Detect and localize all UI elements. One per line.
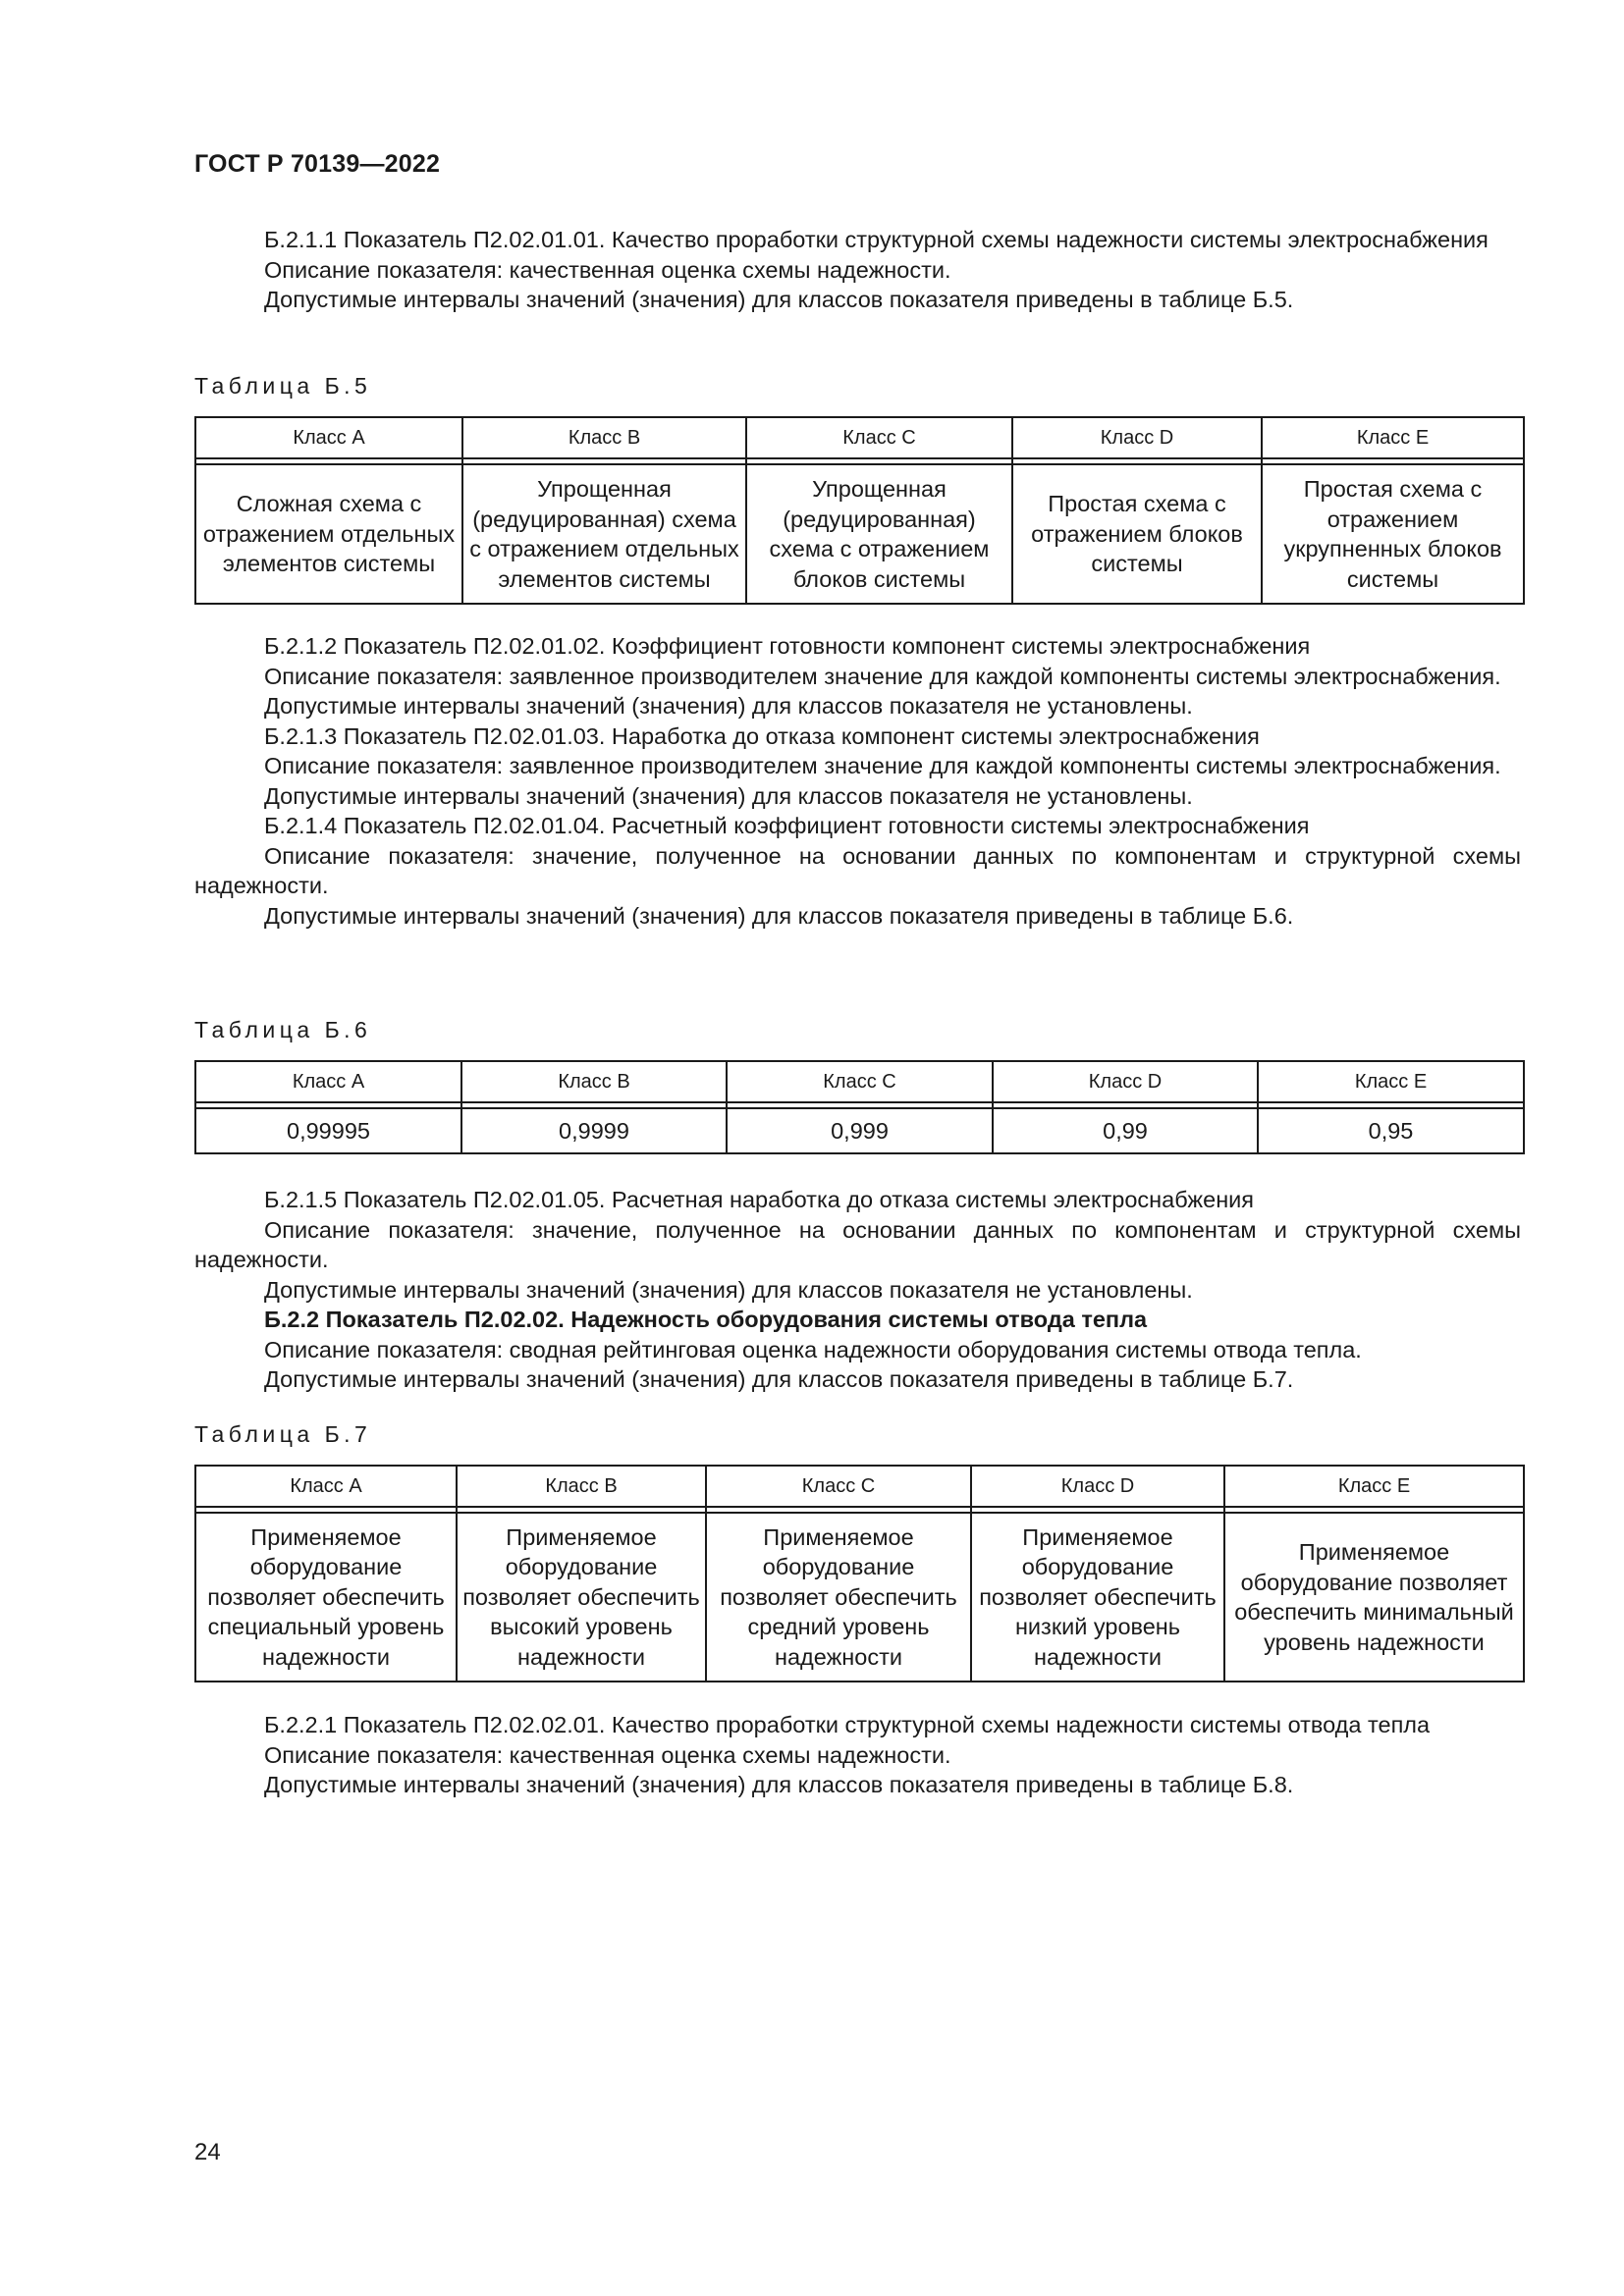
table-header-cell: Класс A [195, 1061, 461, 1102]
paragraph: Описание показателя: качественная оценка схемы надежности. [264, 1741, 951, 1768]
paragraph: Описание показателя: качественная оценка схемы надежности. [264, 256, 951, 283]
table-header-cell: Класс D [1012, 417, 1262, 458]
paragraph: Допустимые интервалы значений (значения) для классов показателя приведены в таблице Б.5. [264, 287, 1294, 312]
section-b212-b214 [194, 631, 1521, 931]
paragraph: Б.2.1.2 Показатель П2.02.01.02. Коэффициент готовности компонент системы электроснабжения [264, 633, 1311, 659]
table-header-cell: Класс E [1258, 1061, 1524, 1102]
table-header-cell: Класс D [993, 1061, 1258, 1102]
table-cell: 0,999 [727, 1108, 993, 1153]
table-cell: Сложная схема с отражением отдельных элементов системы [195, 464, 462, 604]
table-header-cell: Класс C [746, 417, 1012, 458]
section-heading: Б.2.2 Показатель П2.02.02. Надежность оборудования системы отвода тепла [264, 1307, 1148, 1332]
paragraph: Допустимые интервалы значений (значения) для классов показателя не установлены. [264, 1276, 1193, 1303]
table-b7 [194, 1465, 1525, 1682]
paragraph: Допустимые интервалы значений (значения) для классов показателя приведены в таблице Б.8. [264, 1772, 1294, 1797]
paragraph: Б.2.1.4 Показатель П2.02.01.04. Расчетный коэффициент готовности системы электроснабжения [264, 813, 1310, 838]
paragraph: Б.2.1.1 Показатель П2.02.01.01. Качество проработки структурной схемы надежности системы электроснабжения [264, 227, 1489, 252]
paragraph: Описание показателя: значение, полученное на основании данных по компонентам и структурной схемы надежности. [194, 1216, 1521, 1272]
table-b6 [194, 1060, 1525, 1154]
table-header-cell: Класс B [461, 1061, 727, 1102]
table-cell: 0,99 [993, 1108, 1258, 1153]
table-header-cell: Класс C [727, 1061, 993, 1102]
paragraph: Б.2.1.3 Показатель П2.02.01.03. Наработка до отказа компонент системы электроснабжения [264, 722, 1260, 749]
table-cell: Применяемое оборудование позволяет обеспечить низкий уровень надежности [971, 1513, 1224, 1682]
page-number: 24 [194, 2139, 221, 2165]
table-cell: Применяемое оборудование позволяет обеспечить средний уровень надежности [706, 1513, 971, 1682]
table-row [195, 464, 1524, 604]
table-caption: Таблица Б.6 [194, 1017, 372, 1042]
table-header-cell: Класс B [457, 1466, 706, 1507]
table-cell: Упрощенная (редуцированная) схема с отражением отдельных элементов системы [462, 464, 746, 604]
table-header-row [195, 1061, 1524, 1102]
section-b215-b22 [194, 1185, 1521, 1395]
paragraph: Описание показателя: заявленное производителем значение для каждой компоненты системы электроснабжения. [264, 663, 1501, 689]
paragraph: Допустимые интервалы значений (значения) для классов показателя приведены в таблице Б.6. [264, 902, 1294, 929]
table-cell: 0,95 [1258, 1108, 1524, 1153]
paragraph: Описание показателя: значение, полученное на основании данных по компонентам и структурной схемы надежности. [194, 842, 1521, 898]
table-cell: 0,99995 [195, 1108, 461, 1153]
table-cell: Применяемое оборудование позволяет обеспечить специальный уровень надежности [195, 1513, 457, 1682]
paragraph: Допустимые интервалы значений (значения) для классов показателя не установлены. [264, 693, 1193, 719]
section-b221 [194, 1710, 1521, 1800]
table-header-row [195, 417, 1524, 458]
table-cell: Простая схема с отражением блоков системы [1012, 464, 1262, 604]
document-header: ГОСТ Р 70139—2022 [194, 150, 441, 178]
section-b211 [194, 225, 1521, 315]
table-cell: 0,9999 [461, 1108, 727, 1153]
paragraph: Допустимые интервалы значений (значения) для классов показателя приведены в таблице Б.7. [264, 1366, 1294, 1392]
table-cell: Применяемое оборудование позволяет обеспечить высокий уровень надежности [457, 1513, 706, 1682]
table-header-cell: Класс B [462, 417, 746, 458]
table-cell: Упрощенная (редуцированная) схема с отражением блоков системы [746, 464, 1012, 604]
table-header-row [195, 1466, 1524, 1507]
paragraph: Допустимые интервалы значений (значения) для классов показателя не установлены. [264, 782, 1193, 809]
paragraph: Б.2.2.1 Показатель П2.02.02.01. Качество проработки структурной схемы надежности системы отвода тепла [264, 1712, 1431, 1737]
table-b5 [194, 416, 1525, 605]
table-header-cell: Класс E [1262, 417, 1524, 458]
paragraph: Б.2.1.5 Показатель П2.02.01.05. Расчетная наработка до отказа системы электроснабжения [264, 1187, 1255, 1212]
paragraph: Описание показателя: заявленное производителем значение для каждой компоненты системы электроснабжения. [264, 753, 1501, 778]
table-header-cell: Класс A [195, 417, 462, 458]
paragraph: Описание показателя: сводная рейтинговая оценка надежности оборудования системы отвода тепла. [264, 1336, 1362, 1362]
table-header-cell: Класс E [1224, 1466, 1524, 1507]
table-header-cell: Класс A [195, 1466, 457, 1507]
table-cell: Простая схема с отражением укрупненных блоков системы [1262, 464, 1524, 604]
table-row [195, 1513, 1524, 1682]
table-caption: Таблица Б.7 [194, 1421, 372, 1447]
table-caption: Таблица Б.5 [194, 373, 372, 399]
table-cell: Применяемое оборудование позволяет обеспечить минимальный уровень надежности [1224, 1513, 1524, 1682]
table-row [195, 1108, 1524, 1153]
table-header-cell: Класс C [706, 1466, 971, 1507]
table-header-cell: Класс D [971, 1466, 1224, 1507]
